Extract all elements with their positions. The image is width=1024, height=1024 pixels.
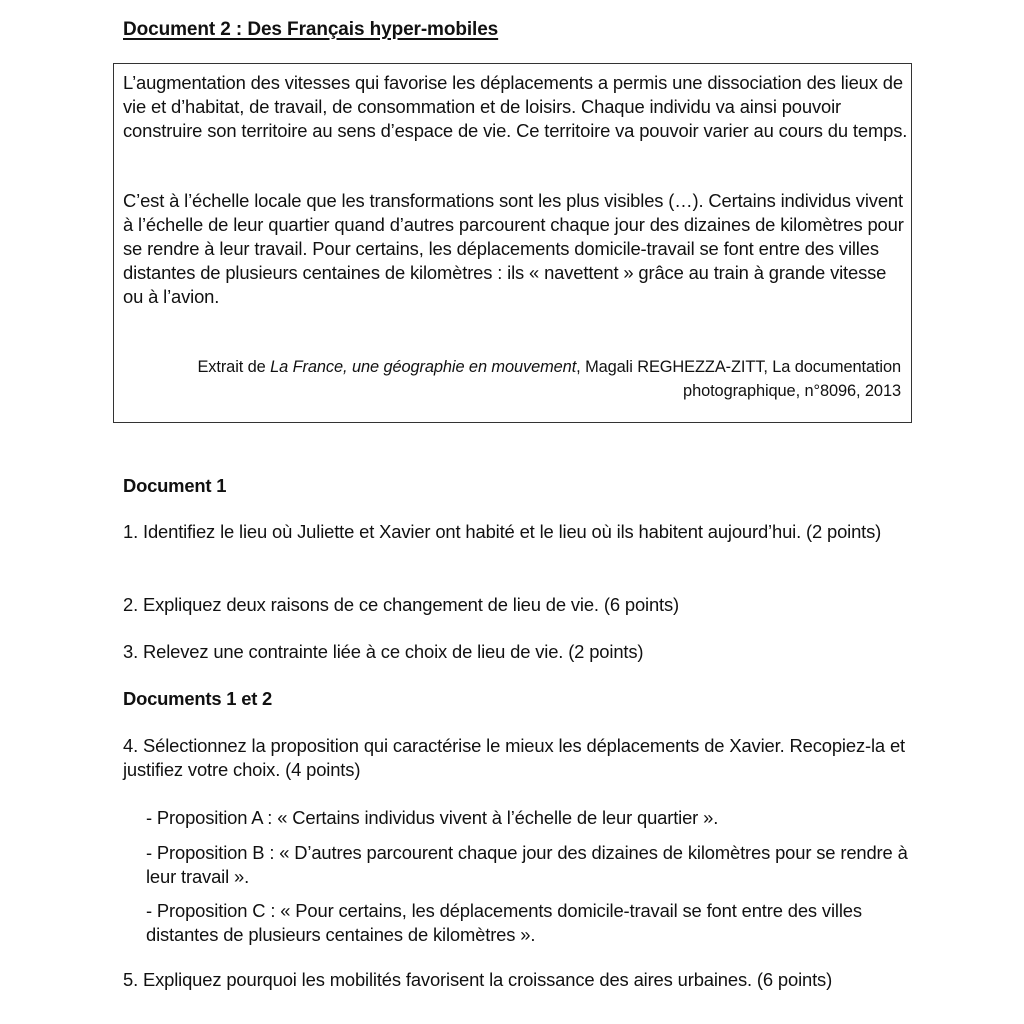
question-3: 3. Relevez une contrainte liée à ce choix de lieu de vie. (2 points) — [123, 641, 644, 662]
excerpt-paragraph-1: L’augmentation des vitesses qui favorise les déplacements a permis une dissociation des lieux de vie et d’habitat, de travail, de consommation et de loisirs. Chaque individu va ainsi pouvoir construire son territoire au sens d’espace de vie. Ce territoire va pouvoir varier au cours du temps. — [123, 72, 908, 141]
citation-work-title: La France, une géographie en mouvement — [270, 358, 577, 376]
citation-prefix: Extrait de — [197, 358, 271, 376]
excerpt-paragraph-2: C’est à l’échelle locale que les transformations sont les plus visibles (…). Certains individus vivent à l’échelle de leur quartier quand d’autres parcourent chaque jour des dizaines de kilomètres pour se rendre à leur travail. Pour certains, les déplacements domicile-travail se font entre des villes distantes de plusieurs centaines de kilomètres : ils « navettent » grâce au train à grande vitesse ou à l’avion. — [123, 190, 904, 307]
question-4: 4. Sélectionnez la proposition qui caractérise le mieux les déplacements de Xavier. Recopiez-la et justifiez votre choix. (4 points) — [123, 735, 905, 780]
question-1: 1. Identifiez le lieu où Juliette et Xavier ont habité et le lieu où ils habitent aujourd’hui. (2 points) — [123, 521, 882, 542]
document-2-title: Document 2 : Des Français hyper-mobiles — [123, 19, 499, 40]
proposition-c: - Proposition C : « Pour certains, les déplacements domicile-travail se font entre des villes distantes de plusieurs centaines de kilomètres ». — [146, 900, 862, 945]
question-2: 2. Expliquez deux raisons de ce changement de lieu de vie. (6 points) — [123, 594, 680, 615]
citation — [181, 355, 901, 403]
question-5: 5. Expliquez pourquoi les mobilités favorisent la croissance des aires urbaines. (6 points) — [123, 969, 833, 990]
citation-suffix: , Magali REGHEZZA-ZITT, La documentation photographique, n°8096, 2013 — [576, 358, 901, 400]
section-heading-document-1: Document 1 — [123, 475, 227, 496]
excerpt-box — [113, 63, 912, 423]
proposition-b: - Proposition B : « D’autres parcourent chaque jour des dizaines de kilomètres pour se rendre à leur travail ». — [146, 842, 908, 887]
section-heading-documents-1-and-2: Documents 1 et 2 — [123, 688, 273, 709]
proposition-a: - Proposition A : « Certains individus vivent à l’échelle de leur quartier ». — [146, 807, 719, 828]
